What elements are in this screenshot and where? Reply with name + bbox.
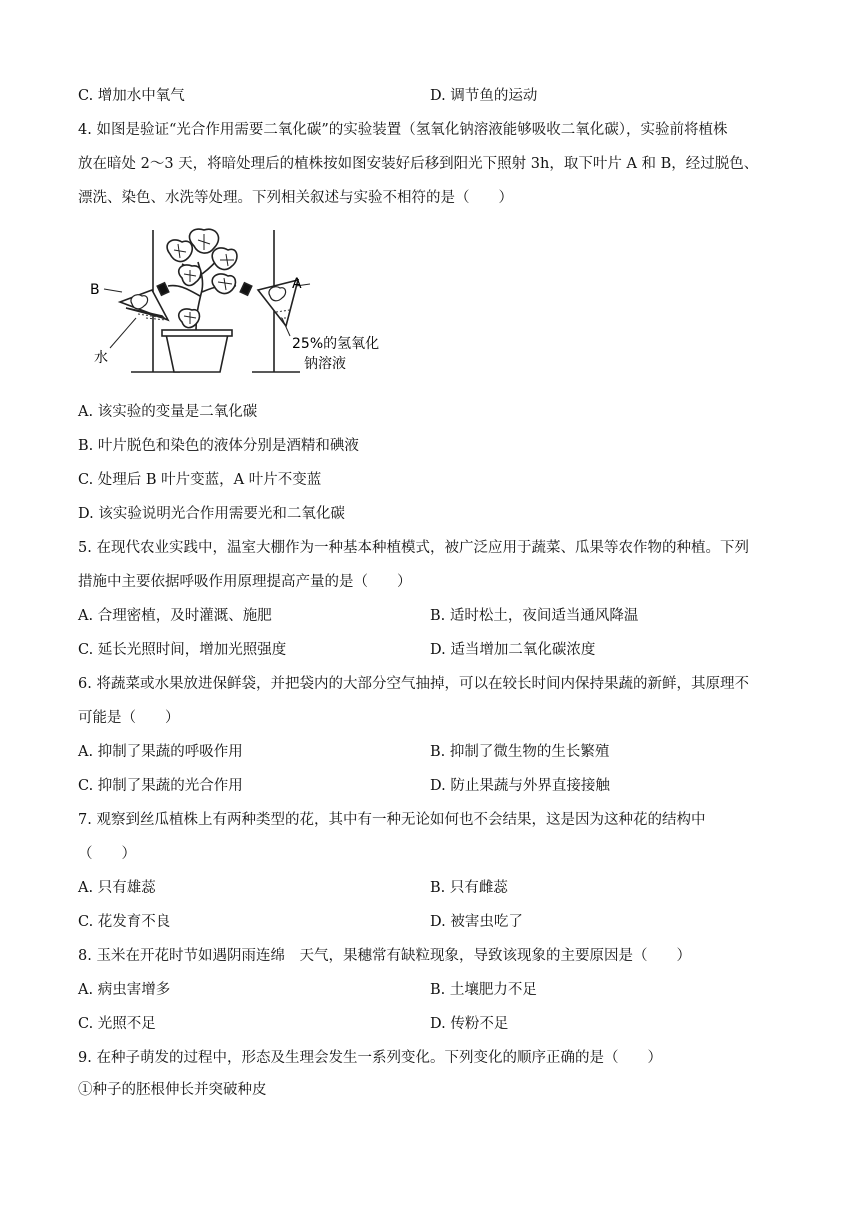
q6-stem-line-1: 6. 将蔬菜或水果放进保鲜袋，并把袋内的大部分空气抽掉，可以在较长时间内保持果蔬的新鲜，其原理不: [78, 676, 749, 692]
q8-option-a: A. 病虫害增多: [78, 982, 171, 998]
q5-option-b: B. 适时松土，夜间适当通风降温: [430, 608, 639, 624]
q4-option-d: D. 该实验说明光合作用需要光和二氧化碳: [78, 506, 345, 522]
q7-option-b: B. 只有雌蕊: [430, 880, 508, 896]
q4-option-a: A. 该实验的变量是二氧化碳: [78, 404, 258, 420]
q9-item-1: ①种子的胚根伸长并突破种皮: [78, 1082, 267, 1098]
q6-option-d: D. 防止果蔬与外界直接接触: [430, 778, 610, 794]
q4-option-b: B. 叶片脱色和染色的液体分别是酒精和碘液: [78, 438, 359, 454]
q4-option-c: C. 处理后 B 叶片变蓝，A 叶片不变蓝: [78, 472, 322, 488]
q5-option-a: A. 合理密植，及时灌溉、施肥: [78, 608, 272, 624]
q4-stem-line-2: 放在暗处 2～3 天，将暗处理后的植株按如图安装好后移到阳光下照射 3h，取下叶片 A 和 B，经过脱色、: [78, 156, 759, 172]
q6-option-c: C. 抑制了果蔬的光合作用: [78, 778, 243, 794]
q8-stem-line-1: 8. 玉米在开花时节如遇阴雨连绵 天气，果穗常有缺粒现象，导致该现象的主要原因是（ ）: [78, 948, 691, 964]
q6-option-b: B. 抑制了微生物的生长繁殖: [430, 744, 610, 760]
q7-stem-line-1: 7. 观察到丝瓜植株上有两种类型的花，其中有一种无论如何也不会结果，这是因为这种花的结构中: [78, 812, 706, 828]
figure-label-a: A: [292, 276, 302, 292]
q4-stem-line-1: 4. 如图是验证“光合作用需要二氧化碳”的实验装置（氢氧化钠溶液能够吸收二氧化碳），实验前将植株: [78, 122, 728, 138]
q5-stem-line-2: 措施中主要依据呼吸作用原理提高产量的是（ ）: [78, 574, 412, 590]
q3-option-c: C. 增加水中氧气: [78, 88, 185, 104]
q4-experiment-diagram: [86, 226, 396, 378]
q4-stem-line-3: 漂洗、染色、水洗等处理。下列相关叙述与实验不相符的是（ ）: [78, 190, 513, 206]
figure-label-water: 水: [94, 350, 108, 366]
q6-stem-line-2: 可能是（ ）: [78, 710, 180, 726]
q5-option-d: D. 适当增加二氧化碳浓度: [430, 642, 596, 658]
q6-option-a: A. 抑制了果蔬的呼吸作用: [78, 744, 243, 760]
q7-option-c: C. 花发育不良: [78, 914, 171, 930]
figure-label-naoh-line-1: 25%的氢氧化: [292, 336, 380, 352]
q8-option-c: C. 光照不足: [78, 1016, 156, 1032]
q7-option-a: A. 只有雄蕊: [78, 880, 156, 896]
figure-label-b: B: [90, 282, 100, 298]
q3-option-d: D. 调节鱼的运动: [430, 88, 538, 104]
q5-stem-line-1: 5. 在现代农业实践中，温室大棚作为一种基本种植模式，被广泛应用于蔬菜、瓜果等农作物的种植。下列: [78, 540, 749, 556]
q5-option-c: C. 延长光照时间，增加光照强度: [78, 642, 287, 658]
figure-label-naoh-line-2: 钠溶液: [304, 356, 346, 372]
q9-stem-line-1: 9. 在种子萌发的过程中，形态及生理会发生一系列变化。下列变化的顺序正确的是（ ）: [78, 1050, 662, 1066]
q8-option-d: D. 传粉不足: [430, 1016, 509, 1032]
q7-stem-line-2: （ ）: [78, 846, 136, 862]
q8-option-b: B. 土壤肥力不足: [430, 982, 537, 998]
q7-option-d: D. 被害虫吃了: [430, 914, 523, 930]
